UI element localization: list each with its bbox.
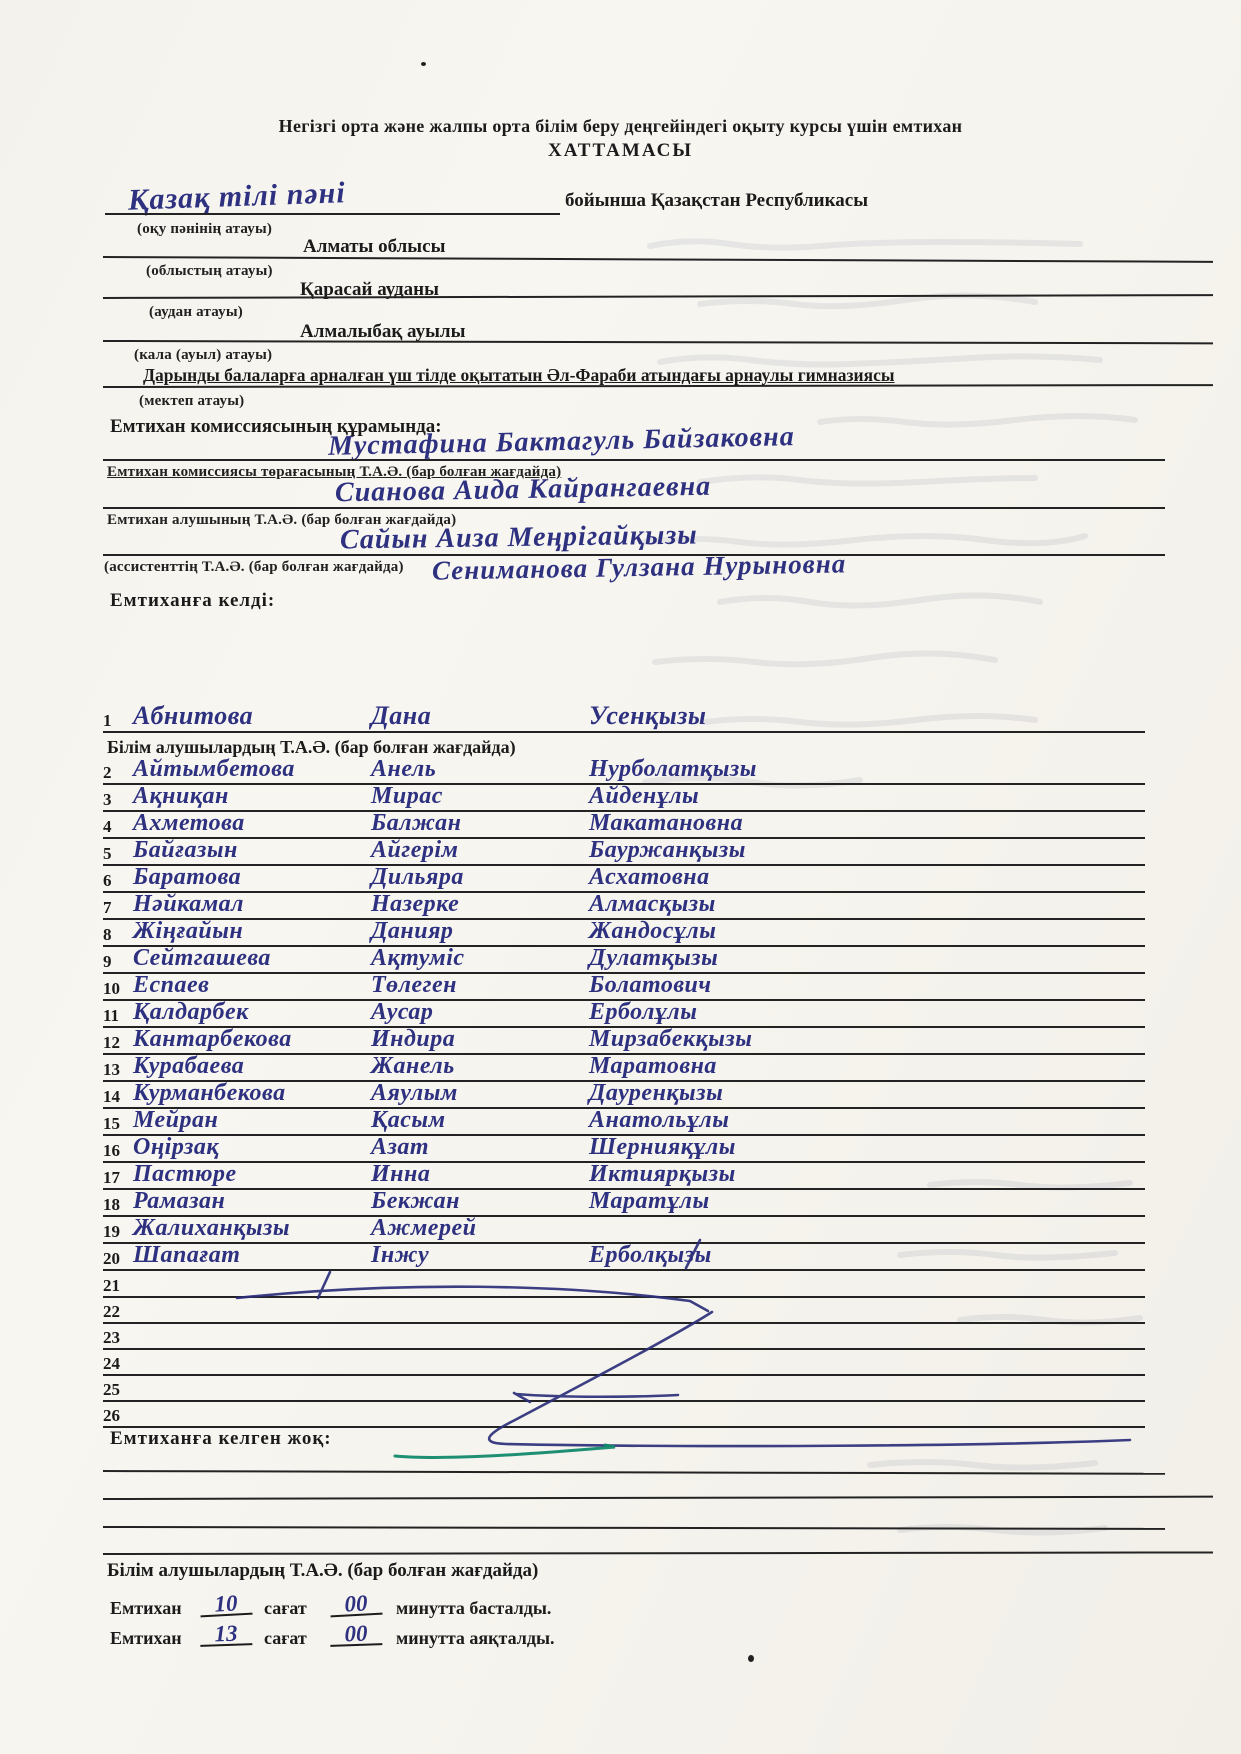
student-given-name: Назерке [371,891,460,917]
student-row [103,945,1145,974]
start-minute-handwritten: 00 [329,1593,382,1618]
student-given-name: Ажмерей [371,1215,477,1241]
city-field-label: (кала (ауыл) атауы) [134,347,273,363]
student-given-name: Данияр [371,918,454,944]
examiner-rule-line [103,507,1165,509]
scan-speck-top [421,62,426,66]
student-given-name: Төлеген [371,972,457,998]
student-row [103,1053,1145,1082]
student-surname: Оңірзақ [133,1134,220,1160]
student-row [103,999,1145,1028]
subject-field-label: (оқу пәнінің атауы) [137,221,273,237]
student-row [103,864,1145,893]
student-patronymic: Мирзабекқызы [589,1026,753,1052]
assistant1-handwritten-name: Сайын Аиза Меңрігайқызы [339,519,698,556]
district-field-label: (аудан атауы) [149,304,243,320]
student-row-number: 7 [103,898,112,917]
absent-green-stroke [395,1445,615,1457]
commission-chair-handwritten-name: Мустафина Бактагуль Байзаковна [327,421,795,462]
student-row [103,1161,1145,1190]
student-given-name: Қасым [371,1107,446,1133]
absent-rule-line-1 [103,1470,1165,1475]
city-value: Алмалыбақ ауылы [300,321,466,342]
student-surname: Жалиханқызы [133,1215,291,1241]
school-value: Дарынды балаларға арналған үш тілде оқытатын Әл-Фараби атындағы арнаулы гимназиясы [143,365,895,385]
student-row-number: 17 [103,1168,120,1187]
student-patronymic: Болатович [589,972,712,998]
assistant2-handwritten-name: Сениманова Гулзана Нурыновна [431,548,847,586]
student-surname: Айтымбетова [133,756,295,782]
student-patronymic: Макатановна [589,810,744,836]
absent-rule-line-3 [103,1526,1165,1530]
student-row-number: 21 [103,1276,120,1295]
student-given-name: Азат [371,1134,430,1160]
student-given-name: Инна [371,1161,431,1187]
student-row [103,1321,1145,1350]
student-patronymic: Айденұлы [589,783,700,809]
examiner-handwritten-name: Сианова Аида Кайрангаевна [334,470,712,509]
student-row-number: 13 [103,1060,120,1079]
student-given-name: Дильяра [371,864,464,890]
student-row-number: 15 [103,1114,120,1133]
start-suffix-text: минутта басталды. [396,1598,552,1618]
student-patronymic: Алмасқызы [589,891,716,917]
student-row [103,1373,1145,1402]
student-row-number: 6 [103,871,112,890]
city-rule-line [103,340,1213,344]
subject-suffix-text: бойынша Қазақстан Республикасы [565,190,869,211]
student-row-number: 12 [103,1033,120,1052]
student-row [103,891,1145,920]
student-surname: Курабаева [133,1053,245,1079]
student-given-name: Балжан [371,810,462,836]
student-patronymic: Анатольұлы [589,1107,730,1133]
student-surname: Мейран [133,1107,219,1133]
student-given-name: Ақтуміс [371,945,465,971]
exam-end-word: Емтихан [110,1628,182,1648]
student-patronymic: Бауржанқызы [589,837,746,863]
present-heading: Емтиханға келді: [110,590,276,611]
student-row-number: 14 [103,1087,120,1106]
start-hour-word: сағат [264,1598,307,1618]
student-row [103,837,1145,866]
student-patronymic: Усенқызы [589,701,707,730]
student-surname: Пастюре [133,1161,237,1187]
exam-start-word: Емтихан [110,1598,182,1618]
region-value: Алматы облысы [303,236,446,257]
student-row [103,1107,1145,1136]
student-patronymic: Нурболатқызы [589,756,757,782]
students-fio-label: Білім алушылардың Т.А.Ә. (бар болған жағдайда) [107,737,516,757]
student-surname: Қалдарбек [133,999,249,1025]
commission-heading: Емтихан комиссиясының құрамында: [110,416,442,437]
student-row-number: 1 [103,711,112,730]
student-row [103,1134,1145,1163]
student-patronymic: Шернияқұлы [589,1134,736,1160]
student-surname: Шапағат [133,1242,241,1268]
student-row-number: 23 [103,1328,120,1347]
student-row [103,1080,1145,1109]
student-row-number: 9 [103,952,112,971]
student-row [103,1347,1145,1376]
student-row [103,1215,1145,1244]
student-given-name: Аусар [371,999,434,1025]
student-surname: Байғазын [133,837,238,863]
student-row [103,1242,1145,1271]
student-row-number: 11 [103,1006,120,1025]
student-patronymic: Жандосұлы [589,918,717,944]
student-patronymic: Асхатовна [589,864,710,890]
district-rule-line [103,294,1213,299]
subject-rule-line [105,213,560,215]
end-suffix-text: минутта аяқталды. [396,1628,555,1648]
examiner-label: Емтихан алушының Т.А.Ә. (бар болған жағдайда) [107,512,457,528]
student-row-number: 2 [103,763,112,782]
student-surname: Кантарбекова [133,1026,292,1052]
student-given-name: Айгерім [371,837,459,863]
student-row-number: 18 [103,1195,120,1214]
student-row-number: 5 [103,844,112,863]
student-patronymic: Ерболұлы [589,999,698,1025]
student-row-number: 24 [103,1354,120,1373]
student-given-name: Дана [371,701,432,730]
student-row-number: 10 [103,979,120,998]
student-given-name: Анель [371,756,437,782]
district-value: Қарасай ауданы [300,279,439,300]
commission-chair-label: Емтихан комиссиясы төрағасының Т.А.Ә. (бар болған жағдайда) [107,464,562,480]
student-row [103,1399,1145,1428]
page-subtitle: ХАТТАМАСЫ [548,140,693,161]
student-patronymic: Ерболқызы [589,1242,712,1268]
student-surname: Еспаев [133,972,210,998]
assistant-label: (ассистенттің Т.А.Ә. (бар болған жағдайда) [104,559,404,575]
student-row [103,701,1145,733]
student-row [103,810,1145,839]
end-hour-word: сағат [264,1628,307,1648]
student-row [103,783,1145,812]
student-row [103,1188,1145,1217]
student-row-number: 26 [103,1406,120,1425]
absent-rule-line-2 [103,1496,1213,1500]
end-minute-handwritten: 00 [330,1623,383,1647]
student-row-number: 4 [103,817,112,836]
student-row [103,972,1145,1001]
student-row [103,1295,1145,1324]
student-surname: Абнитова [133,701,254,730]
student-row [103,918,1145,947]
student-patronymic: Маратұлы [589,1188,710,1214]
student-surname: Нәйкамал [133,891,244,917]
student-given-name: Бекжан [371,1188,460,1214]
student-row [103,1026,1145,1055]
student-surname: Ақниқан [133,783,229,809]
student-row-number: 22 [103,1302,120,1321]
student-given-name: Индира [371,1026,456,1052]
school-field-label: (мектеп атауы) [139,393,245,409]
page-title: Негізгі орта және жалпы орта білім беру деңгейіндегі оқыту курсы үшін емтихан [278,116,963,136]
student-row-number: 20 [103,1249,120,1268]
scan-speck-bottom [748,1655,754,1662]
student-given-name: Жанель [371,1053,455,1079]
student-patronymic: Дулатқызы [589,945,719,971]
student-row-number: 25 [103,1380,120,1399]
region-field-label: (облыстың атауы) [146,263,273,279]
start-hour-handwritten: 10 [199,1593,252,1618]
student-given-name: Інжу [371,1242,430,1268]
student-patronymic: Дауренқызы [589,1080,724,1106]
student-surname: Курманбекова [133,1080,286,1106]
student-given-name: Мирас [371,783,443,809]
commission-chair-rule-line [103,459,1165,461]
end-hour-handwritten: 13 [200,1623,253,1647]
student-row-number: 19 [103,1222,120,1241]
subject-handwritten-value: Қазақ тілі пәні [127,176,347,217]
absent-rule-line-4 [103,1551,1213,1555]
student-row-number: 8 [103,925,112,944]
student-row-number: 3 [103,790,112,809]
student-row [103,756,1145,785]
student-given-name: Аяулым [371,1080,458,1106]
absent-heading: Емтиханға келген жоқ: [110,1428,332,1449]
student-surname: Жіңғайын [133,918,244,944]
region-rule-line [103,256,1213,263]
student-row [103,1269,1145,1298]
student-row-number: 16 [103,1141,120,1160]
student-surname: Ахметова [133,810,245,836]
student-surname: Баратова [133,864,242,890]
student-surname: Рамазан [133,1188,226,1214]
student-patronymic: Иктиярқызы [589,1161,736,1187]
student-patronymic: Маратовна [589,1053,717,1079]
footer-students-label: Білім алушылардың Т.А.Ә. (бар болған жағдайда) [107,1560,539,1581]
student-surname: Сейтгашева [133,945,271,971]
